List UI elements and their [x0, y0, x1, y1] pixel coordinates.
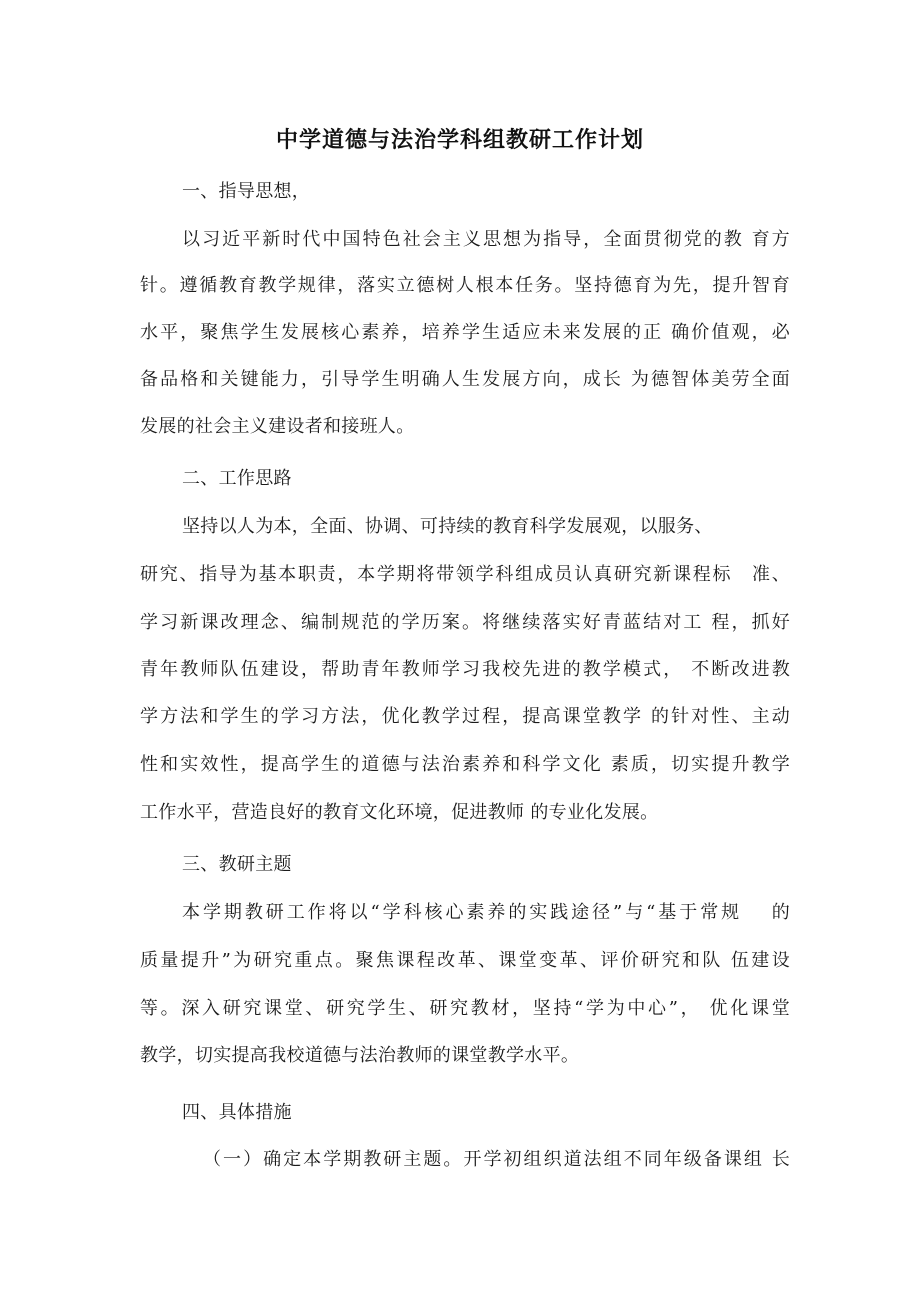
paragraph-line: 性和实效性，提高学生的道德与法治素养和科学文化 素质，切实提升教学 — [140, 754, 790, 775]
paragraph-line: 质量提升”为研究重点。聚焦课程改革、课堂变革、评价研究和队 伍建设 — [140, 950, 790, 971]
paragraph-line: 针。遵循教育教学规律，落实立德树人根本任务。坚持德育为先，提升智育 — [140, 275, 790, 296]
paragraph-line: 本学期教研工作将以“学科核心素养的实践途径”与“基于常规 的 — [182, 902, 790, 923]
document-title: 中学道德与法治学科组教研工作计划 — [275, 128, 644, 153]
heading-work-approach: 二、工作思路 — [182, 468, 292, 489]
paragraph-line: 教学，切实提高我校道德与法治教师的课堂教学水平。 — [140, 1045, 580, 1066]
paragraph-line: 研究、指导为基本职责，本学期将带领学科组成员认真研究新课程标 准、 — [140, 564, 790, 585]
heading-research-theme: 三、教研主题 — [182, 854, 292, 875]
paragraph-line: 水平，聚焦学生发展核心素养，培养学生适应未来发展的正 确价值观，必 — [140, 322, 790, 343]
heading-guiding-ideology: 一、指导思想， — [182, 181, 311, 202]
paragraph-line: 以习近平新时代中国特色社会主义思想为指导，全面贯彻党的教 育方 — [182, 229, 790, 250]
paragraph-line: 学习新课改理念、编制规范的学历案。将继续落实好青蓝结对工 程，抓好 — [140, 612, 790, 633]
paragraph-line: 青年教师队伍建设，帮助青年教师学习我校先进的教学模式， 不断改进教 — [140, 659, 790, 680]
paragraph-line: （一）确定本学期教研主题。开学初组织道法组不同年级备课组 长 — [203, 1149, 790, 1170]
paragraph-line: 备品格和关键能力，引导学生明确人生发展方向，成长 为德智体美劳全面 — [140, 369, 790, 390]
paragraph-line: 发展的社会主义建设者和接班人。 — [140, 416, 415, 437]
paragraph-line: 等。深入研究课堂、研究学生、研究教材，坚持“学为中心”， 优化课堂 — [140, 998, 790, 1019]
heading-specific-measures: 四、具体措施 — [182, 1102, 292, 1123]
paragraph-line: 工作水平，营造良好的教育文化环境，促进教师 的专业化发展。 — [140, 802, 659, 823]
paragraph-line: 学方法和学生的学习方法，优化教学过程，提高课堂教学 的针对性、主动 — [140, 706, 790, 727]
paragraph-line: 坚持以人为本，全面、协调、可持续的教育科学发展观，以服务、 — [182, 516, 713, 537]
